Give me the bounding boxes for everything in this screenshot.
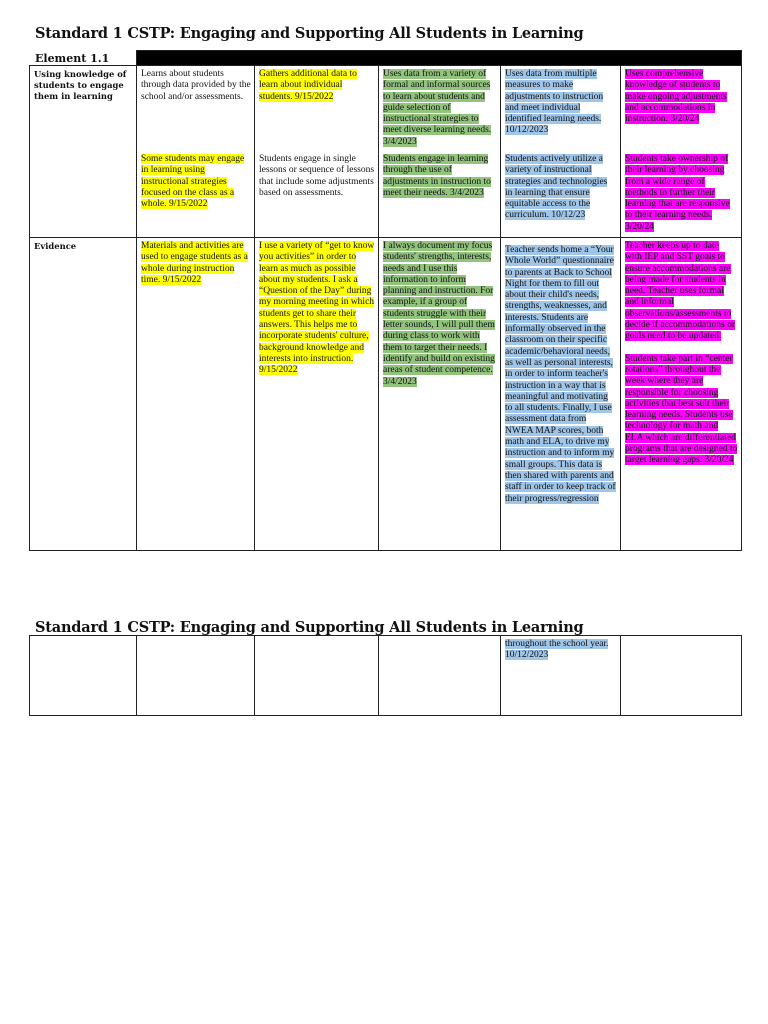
descriptor-text: Some students may engage in learning using instructional strategies focused on the class as a whole. 9/15/2022 bbox=[141, 154, 245, 210]
descriptor-text: Gathers additional data to learn about individual students. 9/15/2022 bbox=[259, 69, 357, 102]
evidence-cell bbox=[501, 238, 621, 551]
descriptor-text: Students actively utilize a variety of instructional strategies and technologies in learning that ensure equitable access to the curriculum. 10/12/23 bbox=[505, 154, 608, 221]
cell-emerging bbox=[137, 66, 255, 238]
page-title: Standard 1 CSTP: Engaging and Supporting All Students in Learning bbox=[35, 25, 584, 42]
descriptor-text: Uses data from a variety of formal and informal sources to learn about students and guide selection of instructional strategies to meet diverse learning needs. 3/4/2023 bbox=[383, 69, 492, 147]
continuation-table bbox=[29, 635, 742, 716]
descriptor-text: Learns about students through data provided by the school and/or assessments. bbox=[141, 69, 251, 102]
descriptor-text: Uses data from multiple measures to make adjustments to instruction and meet individual identified learning needs. 10/12/2023 bbox=[505, 69, 604, 136]
standard-table bbox=[29, 50, 742, 551]
evidence-text: Students take part in “center rotations” throughout the week where they are responsible for choosing activities that best suit their learning needs. Students use technology for math and ELA which are differentiated programs that are designed to target learning gaps. 3/20/24 bbox=[625, 353, 738, 466]
cell-applying bbox=[379, 66, 501, 238]
evidence-text: I always document my focus students' strengths, interests, needs and I use this information to inform planning and instruction. For example, if a group of students struggle with their letter sounds, I will pull them during class to work with them to target their needs. I identify and build on existing areas of student competence. 3/4/2023 bbox=[383, 241, 495, 387]
descriptor-text: Uses comprehensive knowledge of students to make ongoing adjustments and accommodations in instruction. 3/20/24 bbox=[625, 69, 727, 125]
evidence-text: I use a variety of “get to know you activities” in order to learn as much as possible about my students. I ask a “Question of the Day” during my morning meeting in which students get to share their answers. This helps me to incorporate students' culture, background knowledge and interests into instruction. 9/15/2022 bbox=[259, 241, 375, 376]
header-bar bbox=[30, 51, 742, 66]
element-label: Element 1.1 bbox=[35, 52, 110, 65]
evidence-text: Teacher keeps up to date with IEP and SST goals to ensure accommodations are being made for students in need. Teacher uses formal and informal observations/assessments to decide if accommodations or goals need to be updated. bbox=[625, 241, 736, 342]
table-row bbox=[30, 636, 742, 716]
table-row bbox=[30, 238, 742, 551]
continuation-cell bbox=[501, 636, 621, 716]
row-label-evidence: Evidence bbox=[30, 238, 137, 551]
evidence-cell bbox=[621, 238, 742, 551]
table-row bbox=[30, 66, 742, 238]
evidence-cell bbox=[137, 238, 255, 551]
evidence-text: Teacher sends home a “Your Whole World” questionnaire to parents at Back to School Night for them to fill out about their child's needs, strengths, weaknesses, and interests. Students are informally observed in the classroom on their specific academic/behavioral needs, as well as personal interests, in order to inform teacher's instruction in a way that is meaningful and motivating to all students. Finally, I use assessment data from NWEA MAP scores, both math and ELA, to drive my instruction and to inform my small groups. This data is then shared with parents and staff in order to keep track of their progress/regression bbox=[505, 245, 616, 504]
descriptor-text: Students engage in single lessons or sequence of lessons that include some adjustments based on assessments. bbox=[259, 154, 375, 198]
evidence-text: Materials and activities are used to engage students as a whole during instruction time. 9/15/2022 bbox=[141, 241, 248, 285]
page-title: Standard 1 CSTP: Engaging and Supporting All Students in Learning bbox=[35, 619, 584, 636]
cell-innovating bbox=[621, 66, 742, 238]
row-label-knowledge: Using knowledge of students to engage them in learning bbox=[30, 66, 137, 238]
cell-exploring bbox=[255, 66, 379, 238]
evidence-cell bbox=[379, 238, 501, 551]
evidence-text: throughout the school year. 10/12/2023 bbox=[505, 639, 609, 661]
descriptor-text: Students engage in learning through the use of adjustments in instruction to meet their needs. 3/4/2023 bbox=[383, 154, 491, 198]
descriptor-text: Students take ownership of their learning by choosing from a wide range of methods to further their learning that are responsive to their learning needs. 3/20/24 bbox=[625, 154, 730, 232]
cell-integrating bbox=[501, 66, 621, 238]
black-header-band bbox=[137, 51, 742, 66]
evidence-cell bbox=[255, 238, 379, 551]
